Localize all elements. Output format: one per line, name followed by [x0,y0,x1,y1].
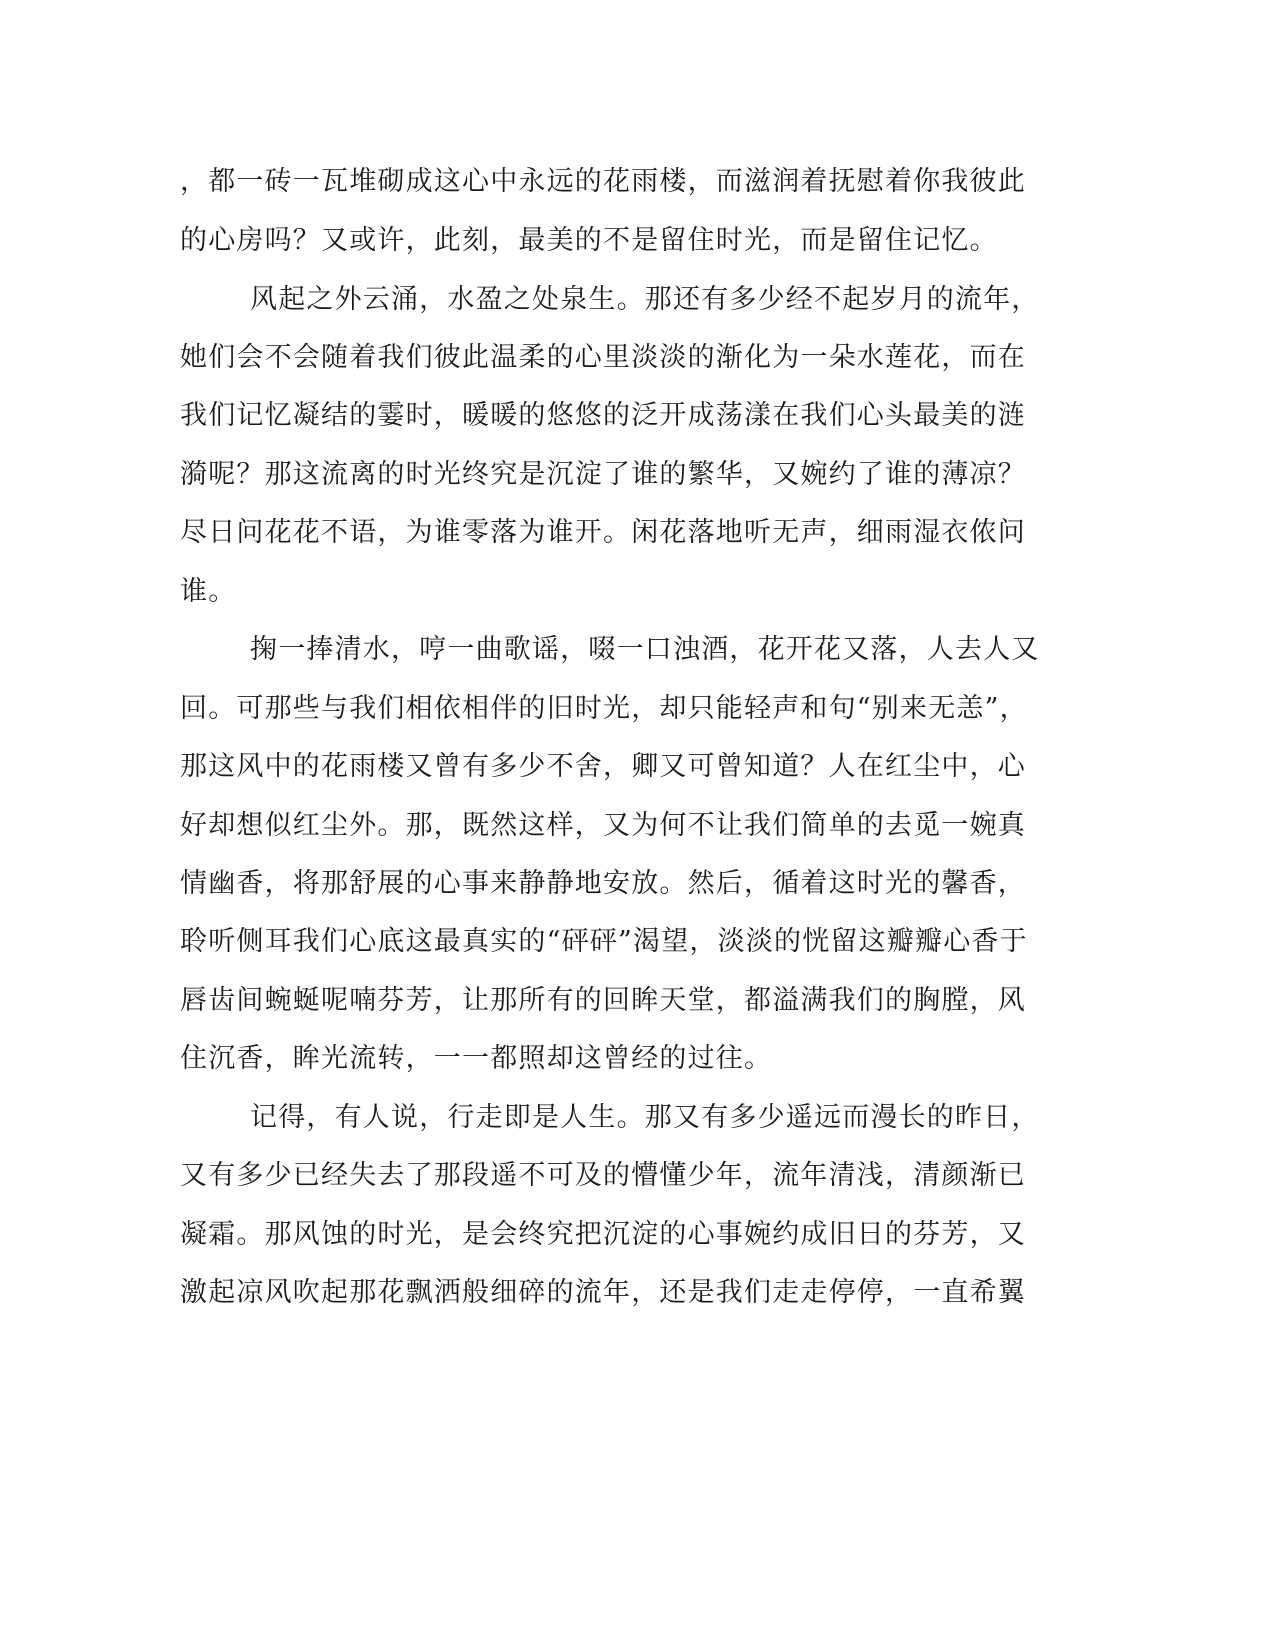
text-line: 尽日问花花不语，为谁零落为谁开。闲花落地听无声，细雨湿衣侬问 [180,517,1026,548]
text-line: 又有多少已经失去了那段遥不可及的懵懂少年，流年清浅，清颜渐已 [180,1160,1026,1191]
paragraph-first-line: 掬一捧清水，哼一曲歌谣，啜一口浊酒，花开花又落，人去人又 [250,634,1040,665]
text-line: 好却想似红尘外。那，既然这样，又为何不让我们简单的去觅一婉真 [180,810,1026,841]
text-line: ，都一砖一瓦堆砌成这心中永远的花雨楼，而滋润着抚慰着你我彼此 [180,166,1026,197]
paragraph-first-line: 记得，有人说，行走即是人生。那又有多少遥远而漫长的昨日， [250,1102,1040,1133]
text-line: 回。可那些与我们相依相伴的旧时光，却只能轻声和句“别来无恙”， [180,693,1028,724]
text-line: 谁。 [180,576,237,607]
text-line: 我们记忆凝结的霎时，暖暖的悠悠的泛开成荡漾在我们心头最美的涟 [180,400,1026,431]
text-line: 那这风中的花雨楼又曾有多少不舍，卿又可曾知道？人在红尘中，心 [180,751,1026,782]
text-line: 唇齿间蜿蜒呢喃芬芳，让那所有的回眸天堂，都溢满我们的胸膛，风 [180,985,1026,1016]
text-line: 凝霜。那风蚀的时光，是会终究把沉淀的心事婉约成旧日的芬芳，又 [180,1219,1026,1250]
text-line: 的心房吗？又或许，此刻，最美的不是留住时光，而是留住记忆。 [180,225,998,256]
text-line: 漪呢？那这流离的时光终究是沉淀了谁的繁华，又婉约了谁的薄凉？ [180,459,1026,490]
text-line: 聆听侧耳我们心底这最真实的“砰砰”渴望，淡淡的恍留这瓣瓣心香于 [180,926,1028,957]
text-line: 激起凉风吹起那花飘洒般细碎的流年，还是我们走走停停，一直希翼 [180,1277,1026,1308]
text-line: 住沉香，眸光流转，一一都照却这曾经的过往。 [180,1043,773,1074]
text-line: 她们会不会随着我们彼此温柔的心里淡淡的渐化为一朵水莲花，而在 [180,342,1026,373]
paragraph-first-line: 风起之外云涌，水盈之处泉生。那还有多少经不起岁月的流年， [250,284,1040,315]
text-line: 情幽香，将那舒展的心事来静静地安放。然后，循着这时光的馨香， [180,868,1026,899]
